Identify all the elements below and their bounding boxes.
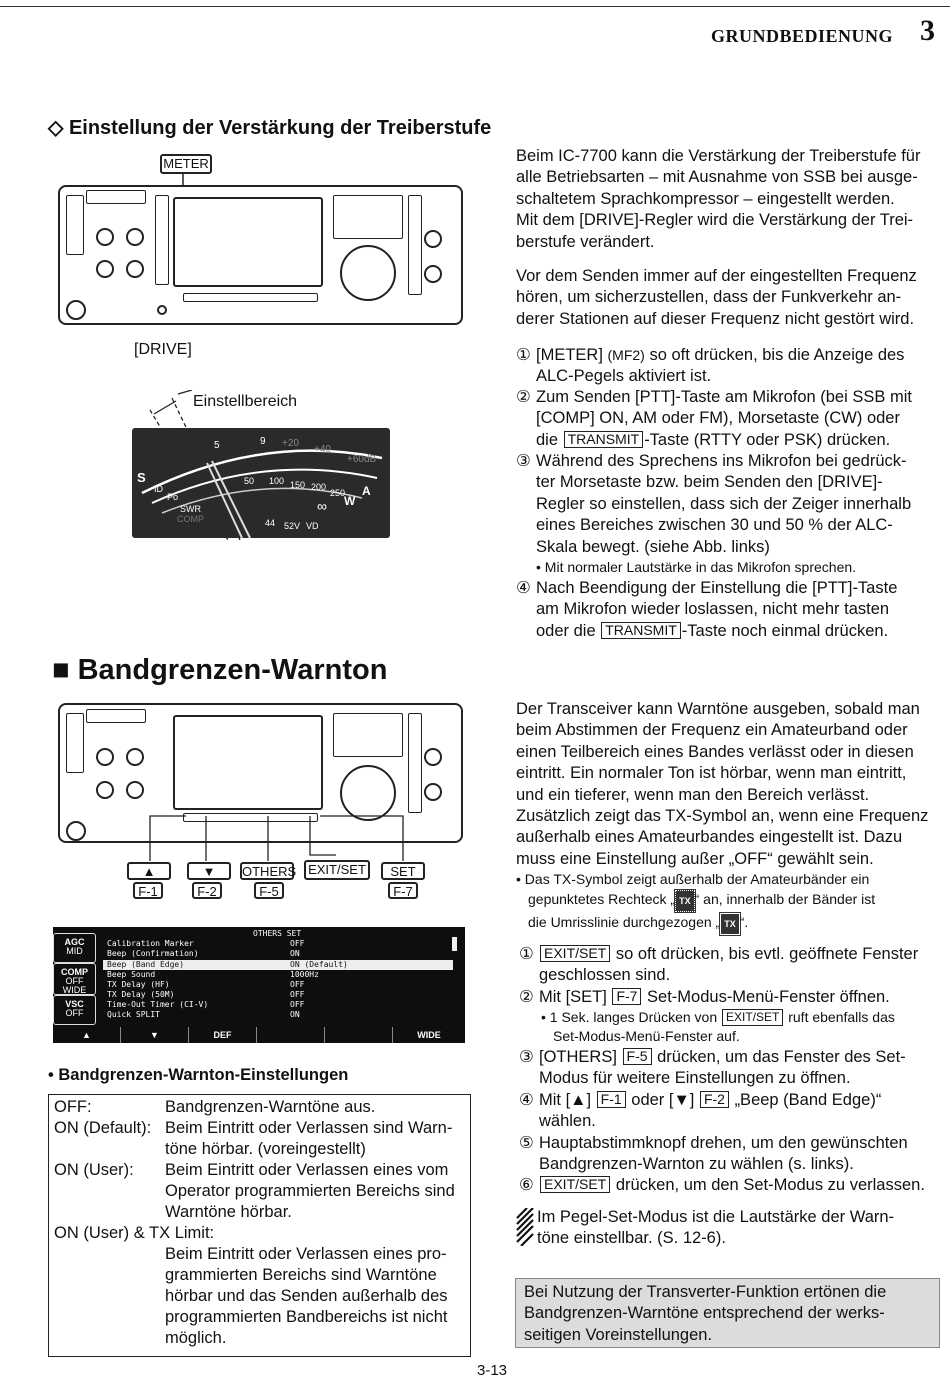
sec2-intro-line: Zusätzlich zeigt das TX-Symbol an, wenn eine Frequenz xyxy=(516,807,929,826)
chapter-number: 3 xyxy=(920,14,935,47)
step-text: Modus für weitere Einstellungen zu öffnen. xyxy=(539,1069,851,1088)
button-grid-right xyxy=(333,195,403,239)
s-scale-label: S xyxy=(137,470,146,485)
meter-key-label: METER xyxy=(160,154,212,174)
tx-dotted-icon: TX xyxy=(675,890,695,912)
exit-set-key-ref: EXIT/SET xyxy=(540,1176,610,1193)
knob-2 xyxy=(126,228,144,246)
menu-row-selected: Beep (Band Edge) ON (Default) xyxy=(103,960,453,970)
step-text: Hauptabstimmknopf drehen, um den gewünschten xyxy=(539,1134,908,1152)
step-2 xyxy=(516,387,940,451)
subsection-title: ◇ Einstellung der Verstärkung der Treiberstufe xyxy=(48,117,492,139)
step-text: so oft drücken, bis evtl. geöffnete Fenster xyxy=(615,945,919,963)
id-scale-150: 150 xyxy=(290,480,306,490)
main-dial xyxy=(340,245,396,301)
id-scale-50: 50 xyxy=(244,476,255,486)
step-number: ② xyxy=(519,988,534,1006)
settings-table xyxy=(48,1094,471,1357)
setup-step-3 xyxy=(519,1047,940,1090)
f7-key-ref: F-7 xyxy=(612,988,641,1005)
sec2-intro-line: muss eine Einstellung außer „OFF“ gewählt sein. xyxy=(516,849,874,868)
exit-set-key: EXIT/SET xyxy=(304,860,370,880)
sec1-intro-line: Mit dem [DRIVE]-Regler wird die Verstärkung der Trei- xyxy=(516,211,914,230)
setup-step-5 xyxy=(519,1133,940,1176)
exit-set-key-ref: EXIT/SET xyxy=(722,1009,783,1026)
note-line: gepunktetes Rechteck „ xyxy=(528,891,676,907)
step-text: -Taste noch einmal drücken. xyxy=(681,621,889,640)
step-number: ① xyxy=(516,346,531,364)
sec1-intro-line: berstufe verändert. xyxy=(516,232,655,251)
mf2-ref: (MF2) xyxy=(607,347,645,363)
note-line: Bandgrenzen-Warntöne entsprechend der werks- xyxy=(524,1304,885,1323)
step-text: oder [▼] xyxy=(631,1091,695,1109)
step-text: so oft drücken, bis die Anzeige des xyxy=(649,346,905,364)
setting-desc: Beim Eintritt oder Verlassen sind Warn- xyxy=(165,1119,453,1137)
step-text: ter Morsetaste bzw. beim Senden den [DRIVE]- xyxy=(536,473,883,492)
sec1-intro-line: Beim IC-7700 kann die Verstärkung der Treiberstufe für xyxy=(516,147,921,165)
down-key: ▼ xyxy=(187,862,231,880)
step-text: am Mikrofon wieder loslassen, nicht mehr tasten xyxy=(536,600,890,619)
step-text: drücken, um das Fenster des Set- xyxy=(657,1048,906,1066)
tx-symbol-note xyxy=(516,869,940,935)
step-text: wählen. xyxy=(539,1112,596,1131)
step-text: die xyxy=(536,430,559,449)
step-number: ③ xyxy=(519,1048,534,1066)
swr-scale-label: SWR xyxy=(180,504,201,514)
note-line: Bei Nutzung der Transverter-Funktion ertönen die xyxy=(524,1283,887,1301)
s-scale-plus40: +40 xyxy=(314,444,331,455)
step-text: „Beep (Band Edge)“ xyxy=(734,1091,882,1109)
step-note: Set-Modus-Menü-Fenster auf. xyxy=(553,1028,740,1045)
up-key: ▲ xyxy=(127,862,171,880)
step-note: ruft ebenfalls das xyxy=(788,1009,895,1026)
side-key-label: VSC xyxy=(65,999,84,1009)
note-line: “. xyxy=(739,914,749,930)
screen-softkey-blank xyxy=(325,1027,393,1043)
sec1-intro-line: alle Betriebsarten – mit Ausnahme von SSB bei ausge- xyxy=(516,168,918,187)
transmit-key: TRANSMIT xyxy=(601,622,681,639)
knob-1 xyxy=(96,228,114,246)
step-number: ⑤ xyxy=(519,1134,534,1152)
setup-step-1 xyxy=(519,944,940,987)
menu-row: Beep (Confirmation) ON xyxy=(107,949,300,958)
button-column-left xyxy=(66,195,84,255)
screen-softkey-down: ▼ xyxy=(121,1027,189,1043)
header-rule xyxy=(0,6,950,7)
id-scale-250: 250 xyxy=(330,488,346,498)
setting-term: OFF: xyxy=(54,1098,92,1116)
side-key-label: COMP xyxy=(61,967,88,977)
step-4 xyxy=(516,578,940,642)
scrollbar xyxy=(452,937,457,951)
step-text: Während des Sprechens ins Mikrofon bei gedrück- xyxy=(536,452,907,470)
radio-display xyxy=(173,197,323,287)
knob-6 xyxy=(424,230,442,248)
f1-key: F-1 xyxy=(133,882,163,899)
s-scale-plus60: +60dB xyxy=(347,454,377,465)
f2-key-ref: F-2 xyxy=(700,1091,729,1108)
vd-label: VD xyxy=(306,521,319,531)
f2-key: F-2 xyxy=(192,882,222,899)
step-text: Mit [▲] xyxy=(539,1091,592,1109)
setup-step-4 xyxy=(519,1090,940,1133)
s-scale-9: 9 xyxy=(260,436,266,447)
w-unit: W xyxy=(344,494,356,508)
memo-icon xyxy=(516,1208,534,1246)
step-number: ② xyxy=(516,388,531,406)
step-text: Bandgrenzen-Warnton zu wählen (s. links). xyxy=(539,1155,854,1174)
setting-desc: hörbar und das Senden außerhalb des xyxy=(165,1287,448,1305)
step-note: • Mit normaler Lautstärke in das Mikrofon sprechen. xyxy=(536,559,857,576)
step-text: geschlossen sind. xyxy=(539,966,671,985)
setting-term: ON (User): xyxy=(54,1161,134,1179)
step-number: ③ xyxy=(516,452,531,470)
settings-heading: • Bandgrenzen-Warnton-Einstellungen xyxy=(48,1066,349,1084)
step-text: Mit [SET] xyxy=(539,988,607,1006)
sec2-intro-line: und ein tieferer, wenn man den Bereich verlässt. xyxy=(516,785,870,804)
menu-row: Quick SPLIT ON xyxy=(107,1010,300,1019)
set-key: SET xyxy=(381,862,425,880)
memo-line: Im Pegel-Set-Modus ist die Lautstärke der Warn- xyxy=(537,1208,895,1226)
sec1-intro2-line: Vor dem Senden immer auf der eingestellten Frequenz xyxy=(516,267,917,285)
knob-7 xyxy=(424,265,442,283)
id-scale-unit: A xyxy=(362,484,371,498)
meter-display xyxy=(132,428,390,538)
set-mode-screen xyxy=(53,927,465,1043)
step-text: oder die xyxy=(536,621,596,640)
s-scale-plus20: +20 xyxy=(282,438,299,449)
step-note: • 1 Sek. langes Drücken von xyxy=(541,1009,718,1026)
agc-side-key xyxy=(53,933,96,963)
sec2-intro xyxy=(516,699,940,870)
sec1-intro2-line: derer Stationen auf dieser Frequenz nicht gestört wird. xyxy=(516,309,915,328)
step-text: Skala bewegt. (siehe Abb. links) xyxy=(536,537,770,556)
side-key-value: OFF xyxy=(65,1008,84,1018)
setting-desc: Beim Eintritt oder Verlassen eines pro- xyxy=(165,1245,447,1263)
button-row-bottom xyxy=(183,293,318,302)
comp-scale-label: COMP xyxy=(177,514,204,524)
step-3 xyxy=(516,451,940,577)
note-line: seitigen Voreinstellungen. xyxy=(524,1325,713,1344)
id-scale-100: 100 xyxy=(269,476,285,486)
setting-desc: töne hörbar. (voreingestellt) xyxy=(165,1140,366,1158)
knob-4 xyxy=(126,260,144,278)
id-scale-label: ID xyxy=(154,484,163,494)
vsc-side-key xyxy=(53,995,96,1025)
memo-text xyxy=(537,1207,940,1250)
range-label: Einstellbereich xyxy=(193,393,298,410)
side-key-value: MID xyxy=(66,946,83,956)
menu-row: Time-Out Timer (CI-V) OFF xyxy=(107,1000,305,1009)
vd-52: 52V xyxy=(284,521,301,531)
sec2-intro-line: einen Teilbereich eines Bandes verlässt oder in diesen xyxy=(516,742,914,761)
sec1-intro2-line: hören, um sicherzustellen, dass der Funkverkehr an- xyxy=(516,288,902,307)
radio-logo-box xyxy=(86,190,146,204)
menu-row: TX Delay (HF) OFF xyxy=(107,980,305,989)
sec1-intro xyxy=(516,146,940,253)
step-number: ④ xyxy=(516,579,531,597)
vd-44: 44 xyxy=(265,518,276,528)
setup-step-2 xyxy=(519,987,940,1046)
step-number: ① xyxy=(519,945,534,963)
side-key-value: OFF xyxy=(65,976,84,986)
button-column-left-2 xyxy=(155,195,169,285)
setting-desc: Beim Eintritt oder Verlassen eines vom xyxy=(165,1161,449,1179)
screen-title: OTHERS SET xyxy=(253,929,302,938)
sec2-intro-line: beim Abstimmen der Frequenz ein Amateurband oder xyxy=(516,721,908,740)
section-title: ■ Bandgrenzen-Warnton xyxy=(52,654,388,686)
drive-label: [DRIVE] xyxy=(134,341,192,358)
f7-key: F-7 xyxy=(388,882,418,899)
step-text: [COMP] ON, AM oder FM), Morsetaste (CW) oder xyxy=(536,409,900,428)
sec2-intro-line: Der Transceiver kann Warntöne ausgeben, sobald man xyxy=(516,700,920,718)
id-scale-200: 200 xyxy=(311,482,327,492)
transceiver-illustration-1 xyxy=(58,150,463,330)
knob-3 xyxy=(96,260,114,278)
setting-term: ON (User) & TX Limit: xyxy=(54,1224,215,1242)
memo-line: töne einstellbar. (S. 12-6). xyxy=(537,1229,726,1248)
drive-knob xyxy=(157,305,167,315)
step-text: Zum Senden [PTT]-Taste am Mikrofon (bei SSB mit xyxy=(536,388,912,406)
side-key-label: AGC xyxy=(64,937,85,947)
step-number: ⑥ xyxy=(519,1176,534,1194)
screen-softkey-wide: WIDE xyxy=(417,1030,441,1040)
note-line: • Das TX-Symbol zeigt außerhalb der Amateurbänder ein xyxy=(516,871,870,887)
step-number: ④ xyxy=(519,1091,534,1109)
screen-softkey-def: DEF xyxy=(189,1027,257,1043)
sec2-intro-line: eintritt. Ein normaler Ton ist hörbar, wenn man eintritt, xyxy=(516,764,907,783)
menu-row: Beep Sound 1000Hz xyxy=(107,970,319,979)
setting-desc: Operator programmierten Bereichs sind xyxy=(165,1182,455,1200)
setting-desc: programmierten Bandbereichs ist nicht xyxy=(165,1308,448,1326)
transverter-note xyxy=(515,1278,940,1348)
f5-key-ref: F-5 xyxy=(623,1048,652,1065)
sec1-intro-line: schaltetem Sprachkompressor – eingestellt werden. xyxy=(516,189,895,208)
setting-term: ON (Default): xyxy=(54,1119,152,1137)
step-text: ALC-Pegels aktiviert ist. xyxy=(536,367,712,386)
button-column-right xyxy=(408,195,422,295)
meter-key-ref: [METER] xyxy=(536,346,603,364)
step-text: -Taste (RTTY oder PSK) drücken. xyxy=(644,430,891,449)
exit-set-key-ref: EXIT/SET xyxy=(540,945,610,962)
menu-row: Calibration Marker OFF xyxy=(107,939,305,948)
po-scale-label: Po xyxy=(167,492,179,502)
menu-row: TX Delay (50M) OFF xyxy=(107,990,305,999)
note-line: die Umrisslinie durchgezogen „ xyxy=(528,914,721,930)
setting-desc: Bandgrenzen-Warntöne aus. xyxy=(165,1098,376,1116)
knob-5 xyxy=(66,300,86,320)
step-1 xyxy=(516,345,940,388)
page-number: 3-13 xyxy=(477,1362,508,1379)
setting-desc: Warntöne hörbar. xyxy=(165,1203,292,1221)
sec1-intro-2 xyxy=(516,266,940,330)
step-text: eines Bereiches zwischen 30 und 50 % der ALC- xyxy=(536,516,893,535)
setting-desc: möglich. xyxy=(165,1329,227,1347)
sec2-intro-line: außerhalb eines Amateurbandes eingestellt ist. Dazu xyxy=(516,828,903,847)
running-header: GRUNDBEDIENUNG xyxy=(711,26,894,46)
side-key-value: WIDE xyxy=(62,985,87,995)
s-scale-5: 5 xyxy=(214,440,220,451)
step-text: Nach Beendigung der Einstellung die [PTT]-Taste xyxy=(536,579,898,597)
f1-key-ref: F-1 xyxy=(597,1091,626,1108)
screen-softkey-blank xyxy=(257,1027,325,1043)
step-text: [OTHERS] xyxy=(539,1048,617,1066)
step-text: Regler so einstellen, dass sich der Zeiger innerhalb xyxy=(536,494,912,513)
step-text: Set-Modus-Menü-Fenster öffnen. xyxy=(647,988,890,1006)
note-line: “ an, innerhalb der Bänder ist xyxy=(694,891,876,907)
setup-step-6 xyxy=(519,1175,940,1196)
tx-solid-icon: TX xyxy=(720,913,740,935)
swr-infinity: ∞ xyxy=(317,498,327,514)
comp-side-key xyxy=(53,963,96,995)
screen-softkey-up: ▲ xyxy=(53,1027,121,1043)
others-key: OTHERS xyxy=(242,864,297,879)
transmit-key: TRANSMIT xyxy=(564,431,644,448)
setting-desc: grammierten Bereichs sind Warntöne xyxy=(165,1266,437,1284)
f5-key: F-5 xyxy=(254,882,284,899)
step-text: drücken, um den Set-Modus zu verlassen. xyxy=(615,1176,925,1194)
